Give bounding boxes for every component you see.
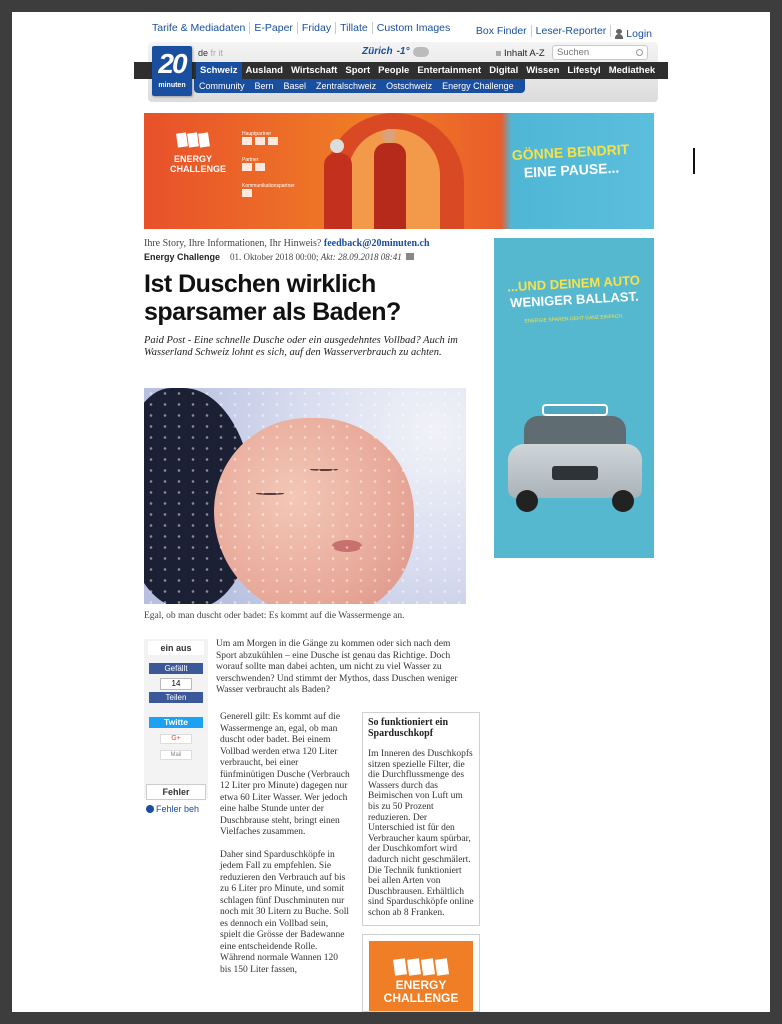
banner-person: [324, 153, 352, 229]
side-ad-headline-2: WENIGER BALLAST.: [509, 288, 639, 311]
sponsor-label: Partner: [242, 157, 259, 163]
weather-temp: -1°: [396, 46, 410, 57]
nav-item-digital[interactable]: Digital: [489, 65, 519, 76]
article-category[interactable]: Energy Challenge: [144, 252, 221, 262]
main-navigation: [134, 62, 668, 79]
az-label: Inhalt A-Z: [504, 48, 545, 59]
nav-item-wissen[interactable]: Wissen: [526, 65, 560, 76]
article-paragraph: Daher sind Sparduschköpfe in jedem Fall zu empfehlen. Sie reduzieren den Verbrauch auf bis zu 6 Liter pro Minute, und somit schlagen fünf Duschminuten nur noch mit 30 Litern zu Buche. Soll es dennoch ein Vollbad sein, spielt die Grösse der Badewanne eine entscheidende Rolle. Während normale Wannen 120 bis 150 Liter fassen,: [220, 849, 350, 975]
nav-item-sport[interactable]: Sport: [345, 65, 371, 76]
grid-icon: [496, 51, 501, 56]
subnav-item[interactable]: Zentralschweiz: [316, 81, 377, 91]
article-lead: Paid Post - Eine schnelle Dusche oder ein ausgedehntes Vollbad? Auch im Wasserland Schweiz lohnt es sich, auf den Wasserverbrauch zu achten.: [144, 335, 458, 358]
energy-challenge-logo: [170, 133, 226, 193]
side-ad-headline-1: ...UND DEINEM AUTO: [506, 272, 641, 295]
top-navigation: [148, 22, 454, 34]
banner-logo-text: ENERGY CHALLENGE: [170, 154, 226, 174]
nav-item-lifestyle[interactable]: Lifestyl: [567, 65, 601, 76]
car-illustration: [508, 404, 642, 514]
leser-reporter-link[interactable]: Leser-Reporter: [532, 25, 612, 37]
report-icon: [146, 805, 154, 813]
share-panel: [144, 639, 208, 799]
article-hero-image[interactable]: [144, 388, 466, 604]
subnav-item[interactable]: Community: [199, 81, 245, 91]
subnav-item[interactable]: Energy Challenge: [442, 81, 514, 91]
nav-item-schweiz[interactable]: Schweiz: [196, 62, 242, 79]
cloud-icon: [413, 47, 429, 57]
search-icon[interactable]: [636, 49, 643, 56]
feedback-email-link[interactable]: feedback@20minuten.ch: [323, 238, 430, 249]
top-banner-ad[interactable]: [144, 113, 654, 229]
banner-person: [374, 143, 406, 229]
weather-widget[interactable]: [362, 46, 429, 57]
fehler-link-label: Fehler beh: [156, 804, 200, 814]
mail-button[interactable]: Mail: [160, 750, 192, 760]
logo-word: minuten: [158, 82, 186, 89]
side-ad-headline: [499, 272, 648, 312]
site-logo[interactable]: [152, 46, 192, 96]
weather-city: Zürich: [362, 46, 393, 57]
banner-headline: [505, 140, 637, 183]
article-intro: Um am Morgen in die Gänge zu kommen oder sich nach dem Sport abzukühlen – eine Dusche ist genau das Richtige. Doch worauf sollte man dabei achten, um nicht zu viel Wasser zu verschwenden? Und stimmt der Mythos, dass Duschen weniger Wasser verbraucht als Baden?: [216, 639, 458, 695]
feedback-text: Ihre Story, Ihre Informationen, Ihr Hinweis?: [144, 238, 322, 249]
nav-item-mediathek[interactable]: Mediathek: [608, 65, 656, 76]
article-meta: [144, 252, 474, 262]
nav-item-ausland[interactable]: Ausland: [245, 65, 283, 76]
subnav-item[interactable]: Basel: [283, 81, 307, 91]
updated-date: Akt: 28.09.2018 08:41: [320, 252, 402, 262]
user-icon: [615, 29, 623, 39]
box-finder-link[interactable]: Box Finder: [472, 25, 532, 37]
inline-ad[interactable]: [362, 934, 480, 1012]
topnav-link[interactable]: Friday: [298, 22, 336, 34]
page: [134, 12, 668, 1012]
inline-ad-text: ENERGY CHALLENGE: [383, 978, 459, 1005]
topnav-link[interactable]: Tillate: [336, 22, 373, 34]
side-ad-subline: ENERGIE SPAREN GEHT GANZ EINFACH.: [524, 313, 624, 325]
info-box-title: So funktioniert ein Sparduschkopf: [368, 717, 449, 739]
banner-headline-2: EINE PAUSE...: [523, 159, 620, 181]
side-banner-ad[interactable]: [494, 238, 654, 558]
sponsor-label: Kommunikationspartner: [242, 183, 295, 189]
logo-number: 20: [158, 48, 186, 79]
nav-item-wirtschaft[interactable]: Wirtschaft: [290, 65, 338, 76]
fehler-button[interactable]: Fehler: [146, 784, 206, 800]
info-box: [362, 712, 480, 926]
info-box-text: Im Inneren des Duschkopfs sitzen spezielle Filter, die die Durchflussmenge des Wassers durch das Beimischen von Luft um bis zu 50 Prozent reduzieren. Der Unterschied ist für den Verbraucher kaum spürbar, der Duschkomfort wird dadurch nicht geschmälert. Die Technik funktioniert bei allen Arten von Duschbrausen. Erhältlich sind Sparduschköpfe online schon ab 8 Franken.: [368, 749, 474, 918]
article-body: [220, 712, 350, 987]
document-sheet: [12, 12, 770, 1012]
banner-headline-1: GÖNNE BENDRIT: [511, 140, 630, 164]
search-input[interactable]: [552, 45, 648, 60]
top-links-right: [472, 22, 656, 40]
nav-item-entertainment[interactable]: Entertainment: [417, 65, 482, 76]
lang-others[interactable]: fr it: [210, 48, 224, 58]
facebook-like-button[interactable]: Gefällt: [149, 663, 203, 674]
facebook-share-button[interactable]: Teilen: [149, 692, 203, 703]
image-caption: Egal, ob man duscht oder badet: Es kommt auf die Wassermenge an.: [144, 611, 405, 621]
share-toggle[interactable]: ein aus: [148, 641, 204, 655]
sponsor-label: Hauptpartner: [242, 131, 272, 137]
language-switch: [198, 48, 223, 58]
sub-navigation: [194, 79, 525, 93]
subnav-item[interactable]: Ostschweiz: [386, 81, 433, 91]
subnav-item[interactable]: Bern: [254, 81, 274, 91]
login-label: Login: [626, 28, 652, 40]
gplus-button[interactable]: G+: [160, 734, 192, 744]
water-drops: [144, 388, 466, 604]
lang-active[interactable]: de: [198, 48, 209, 58]
fehler-link[interactable]: [146, 804, 199, 814]
az-link[interactable]: [496, 48, 545, 59]
feedback-line: [144, 238, 430, 249]
printer-icon[interactable]: [406, 253, 414, 260]
article-paragraph: Generell gilt: Es kommt auf die Wassermenge an, egal, ob man duscht oder badet. Bei einem Vollbad werden etwa 120 Liter verbraucht, bei einer fünfminütigen Dusche (Verbrauch 12 Liter pro Minute) dagegen nur etwa 60 Liter Wasser. Wer jedoch eine halbe Stunde unter der Duschbrause steht, bringt einen Vielfaches zusammen.: [220, 712, 350, 837]
article-title: Ist Duschen wirklich sparsamer als Baden?: [144, 270, 401, 326]
published-date: 01. Oktober 2018 00:00;: [230, 252, 319, 262]
topnav-link[interactable]: Custom Images: [376, 22, 451, 34]
sponsor-list: [242, 131, 302, 209]
article-date: [230, 252, 414, 262]
nav-item-people[interactable]: People: [378, 65, 410, 76]
facebook-count: 14: [160, 678, 192, 690]
topnav-link[interactable]: E-Paper: [250, 22, 298, 34]
topnav-link[interactable]: Tarife & Mediadaten: [148, 22, 250, 34]
energy-challenge-badge: [369, 941, 473, 1011]
login-link[interactable]: [611, 28, 656, 40]
twitter-button[interactable]: Twitte: [149, 717, 203, 728]
text-cursor: [693, 148, 695, 174]
